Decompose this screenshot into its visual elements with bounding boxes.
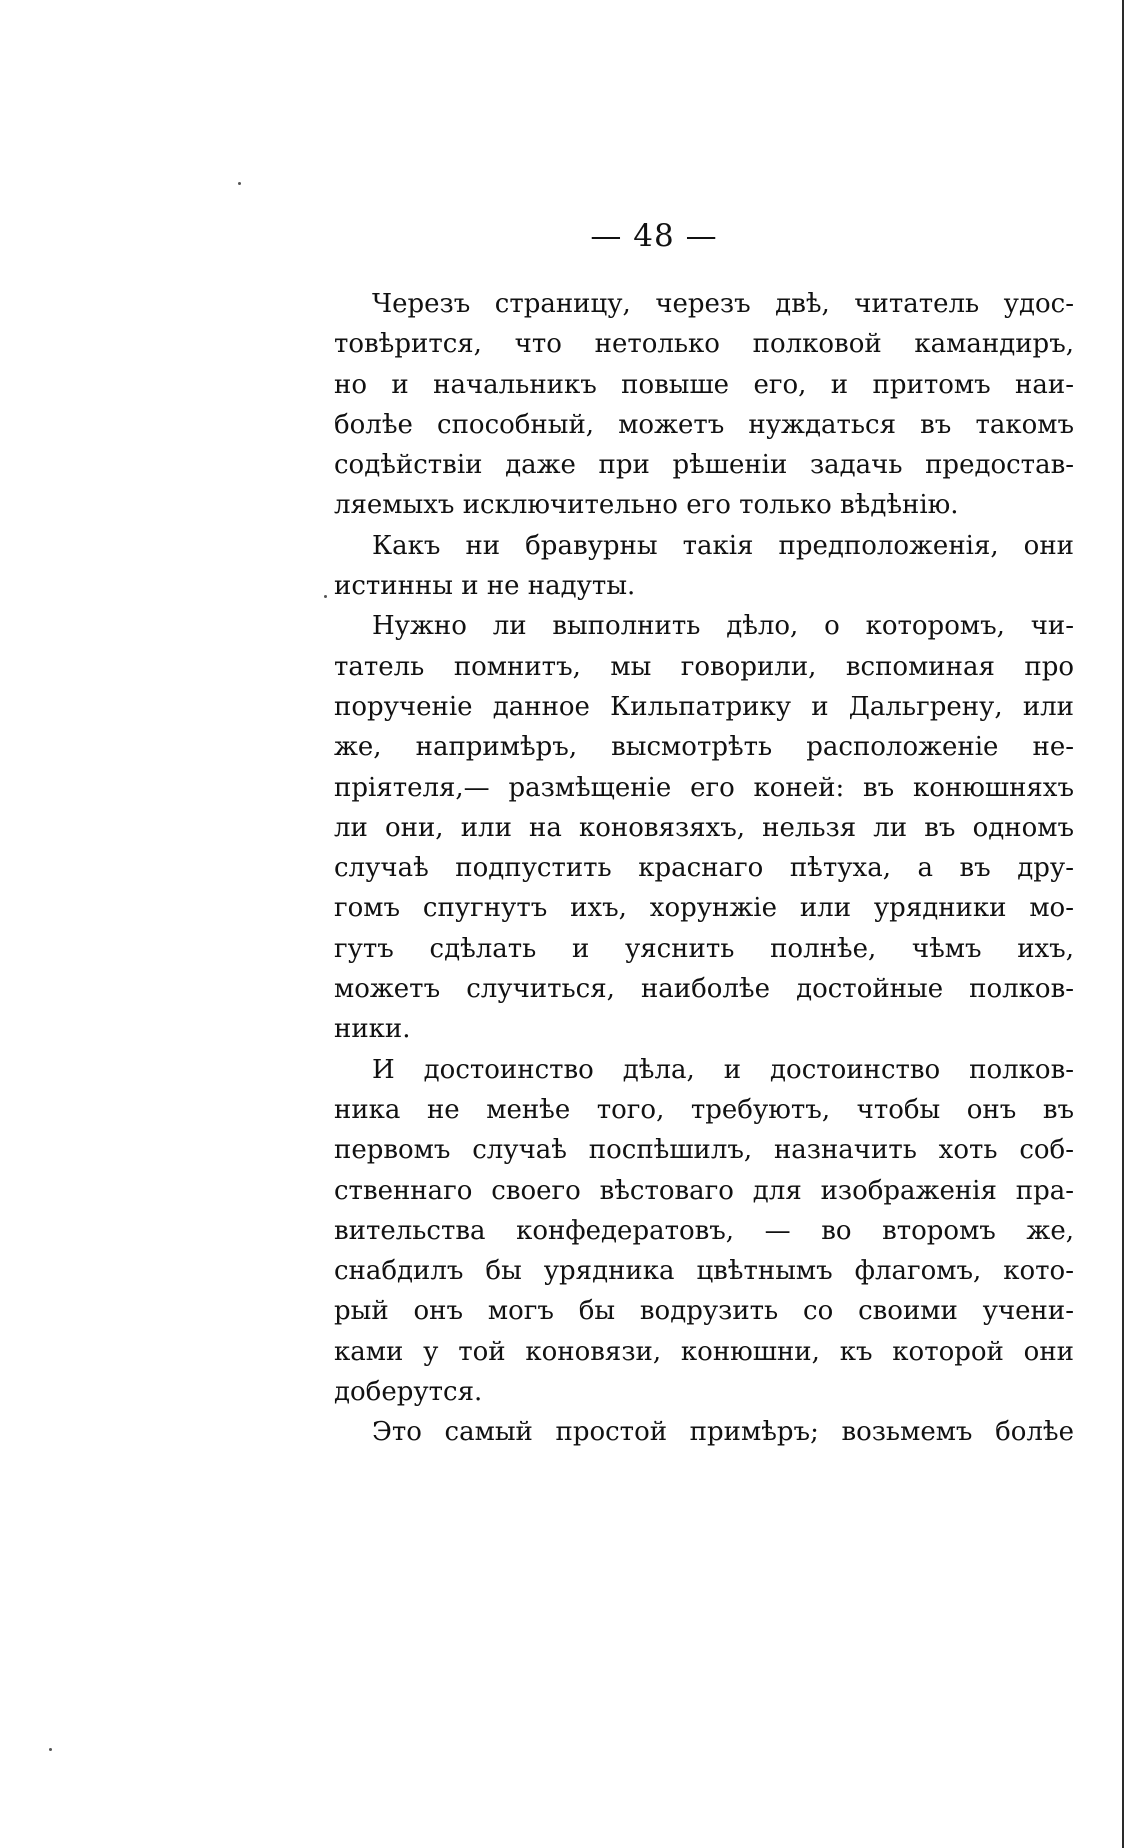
text-line: случаѣ подпустить краснаго пѣтуха, а въ дру- xyxy=(334,853,1074,884)
text-line: ляемыхъ исключительно его только вѣдѣнію. xyxy=(334,490,959,521)
text-line: товѣрится, что нетолько полковой камандиръ, xyxy=(334,329,1074,360)
text-line: снабдилъ бы урядника цвѣтнымъ флагомъ, кото- xyxy=(334,1256,1074,1287)
text-line: ственнаго своего вѣстоваго для изображенія пра- xyxy=(334,1175,1074,1206)
text-line: ники. xyxy=(334,1014,411,1045)
text-line: вительства конфедератовъ, — во второмъ же, xyxy=(334,1215,1074,1246)
text-line: первомъ случаѣ поспѣшилъ, назначить хоть соб- xyxy=(334,1135,1074,1166)
text-line: Какъ ни бравурны такія предположенія, они xyxy=(372,530,1074,561)
text-line: ника не менѣе того, требуютъ, чтобы онъ въ xyxy=(334,1094,1074,1125)
paragraph xyxy=(334,1412,1074,1452)
text-line: гутъ сдѣлать и уяснить полнѣе, чѣмъ ихъ, xyxy=(334,933,1074,964)
text-line: пріятеля,— размѣщеніе его коней: въ конюшняхъ xyxy=(334,772,1074,803)
text-line: рый онъ могъ бы водрузить со своими учени- xyxy=(334,1296,1074,1327)
page-edge-line xyxy=(1122,0,1124,1848)
speck-mark xyxy=(238,182,241,185)
text-line: содѣйствіи даже при рѣшеніи задачь предостав- xyxy=(334,450,1074,481)
text-line: И достоинство дѣла, и достоинство полков- xyxy=(372,1054,1074,1085)
paragraph xyxy=(334,526,1074,607)
body-text xyxy=(334,284,1074,1453)
text-line: доберутся. xyxy=(334,1377,483,1408)
text-line: Это самый простой примѣръ; возьмемъ болѣе xyxy=(372,1417,1074,1448)
text-line: порученіе данное Кильпатрику и Дальгрену, или xyxy=(334,691,1074,722)
paragraph xyxy=(334,1050,1074,1413)
speck-mark xyxy=(49,1748,52,1751)
text-line: гомъ спугнутъ ихъ, хорунжіе или урядники мо- xyxy=(334,893,1074,924)
text-line: татель помнитъ, мы говорили, вспоминая про xyxy=(334,651,1074,682)
text-line: же, напримѣръ, высмотрѣть расположеніе не- xyxy=(334,732,1074,763)
text-line: можетъ случиться, наиболѣе достойные полков- xyxy=(334,974,1074,1005)
text-line: ли они, или на коновязяхъ, нельзя ли въ одномъ xyxy=(334,812,1074,843)
paragraph xyxy=(334,606,1074,1049)
text-line: ками у той коновязи, конюшни, къ которой они xyxy=(334,1336,1074,1367)
text-line: Черезъ страницу, черезъ двѣ, читатель удос- xyxy=(372,289,1074,319)
text-line: болѣе способный, можетъ нуждаться въ такомъ xyxy=(334,409,1074,440)
speck-mark xyxy=(324,595,327,598)
text-line: Нужно ли выполнить дѣло, о которомъ, чи- xyxy=(372,611,1074,642)
paragraph xyxy=(334,284,1074,526)
page-number: — 48 — xyxy=(590,218,718,254)
text-line: истинны и не надуты. xyxy=(334,571,636,602)
text-line: но и начальникъ повыше его, и притомъ наи- xyxy=(334,369,1074,400)
